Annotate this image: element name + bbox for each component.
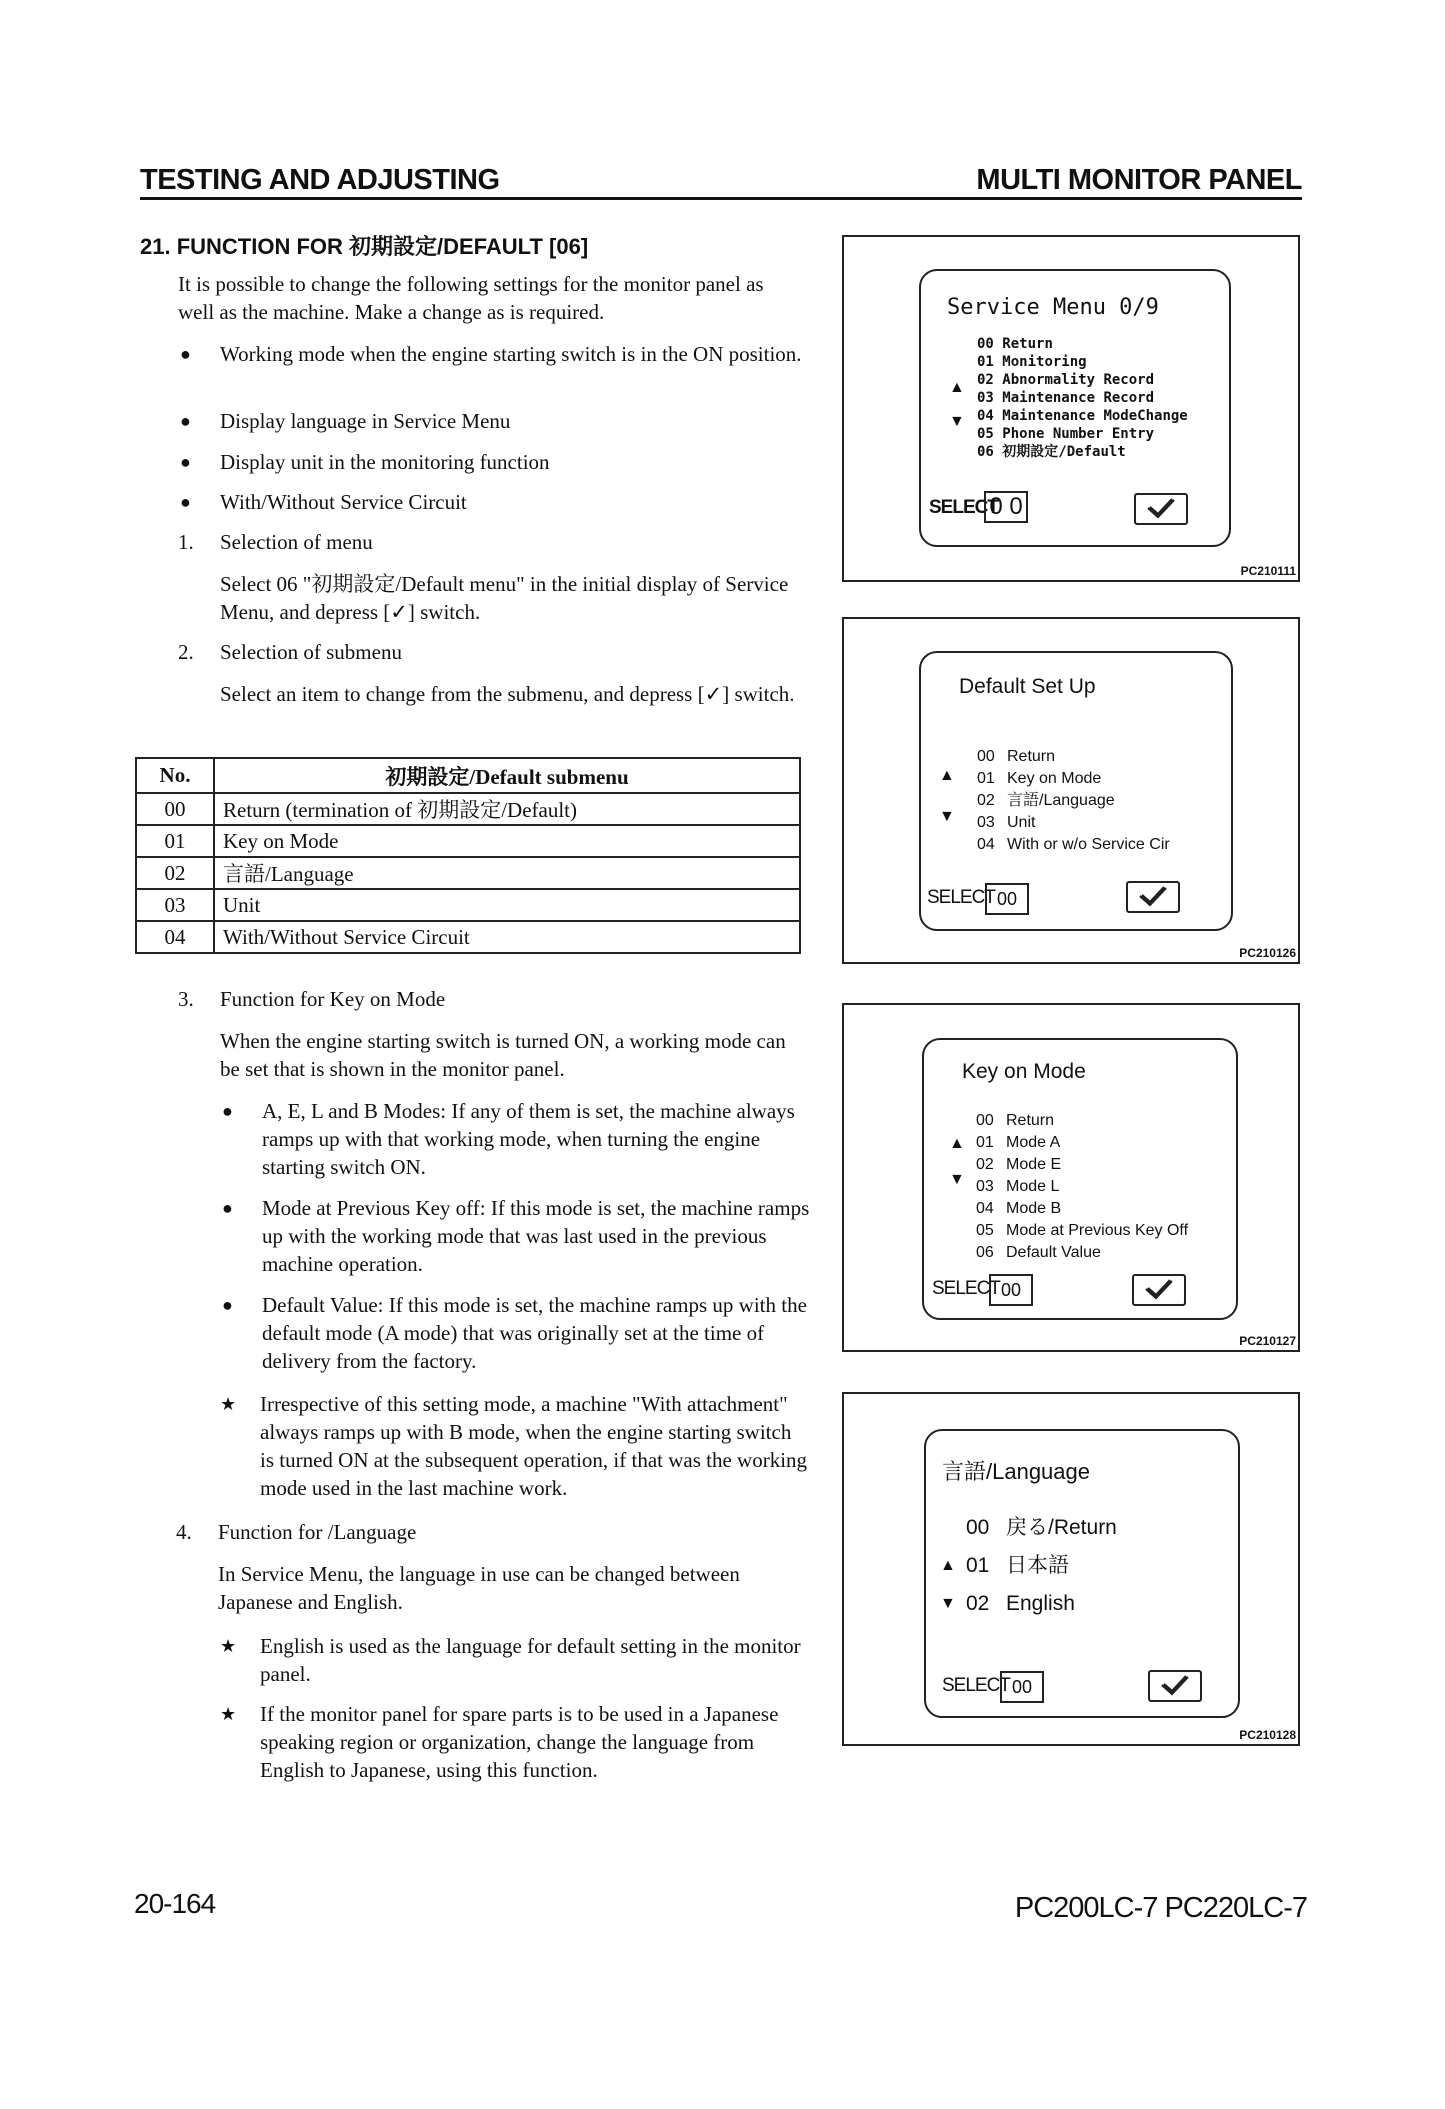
menu-item[interactable]: 00 Return — [977, 336, 1053, 352]
screen-title: Default Set Up — [959, 675, 1096, 698]
star-icon: ★ — [220, 1704, 237, 1724]
table-cell-no: 03 — [136, 889, 214, 921]
menu-item[interactable]: ▲ 01 日本語 — [940, 1547, 1117, 1585]
table-cell-no: 00 — [136, 793, 214, 825]
check-icon — [1134, 1276, 1184, 1304]
arrow-up-icon: ▲ — [949, 1135, 965, 1152]
menu-item[interactable]: 06 初期設定/Default — [977, 444, 1126, 460]
arrow-down-icon: ▼ — [939, 808, 955, 825]
bullet-icon: ● — [180, 411, 191, 431]
menu-item[interactable]: 02 Abnormality Record — [977, 372, 1155, 388]
figure-default-setup — [842, 617, 1300, 964]
step-title: Function for /Language — [218, 1520, 417, 1544]
bullet-text: Mode at Previous Key off: If this mode is set, the machine ramps up with the working mode that was last used in the previous machine operation. — [262, 1196, 810, 1276]
table-row — [136, 793, 800, 825]
figure-language — [842, 1392, 1300, 1746]
check-icon — [1150, 1672, 1200, 1700]
figure-code: PC210128 — [1239, 1728, 1296, 1742]
bullet-icon: ● — [180, 344, 191, 364]
bullet-icon: ● — [180, 452, 191, 472]
page-number: 20-164 — [134, 1888, 216, 1919]
menu-item[interactable]: 03 Maintenance Record — [977, 390, 1155, 406]
menu-item[interactable]: 05 Phone Number Entry — [977, 426, 1155, 442]
screen-title: 言語/Language — [942, 1459, 1090, 1484]
menu-item[interactable]: ▼ 02 English — [940, 1585, 1117, 1623]
arrow-up-icon: ▲ — [940, 1557, 956, 1574]
figure-service-menu — [842, 235, 1300, 582]
step-body: Select an item to change from the submenu, and depress [✓] switch. — [220, 682, 795, 706]
select-label: SELECT — [927, 887, 995, 908]
confirm-button[interactable] — [1132, 1274, 1186, 1306]
star-icon: ★ — [220, 1394, 237, 1414]
select-label: SELECT — [942, 1675, 1010, 1696]
screen-title: Service Menu 0/9 — [947, 295, 1159, 320]
screen-title: Key on Mode — [962, 1060, 1086, 1083]
table-cell-item: Unit — [214, 889, 800, 921]
menu-item[interactable]: 02 Mode E — [976, 1156, 1062, 1173]
bullet-text: Working mode when the engine starting switch is in the ON position. — [220, 342, 802, 366]
submenu-table — [135, 757, 801, 954]
section-title: 21. FUNCTION FOR 初期設定/DEFAULT [06] — [140, 234, 589, 259]
bullet-text: Display unit in the monitoring function — [220, 450, 550, 474]
step-body: Select 06 "初期設定/Default menu" in the initial display of Service Menu, and depress [✓] switch. — [220, 572, 789, 624]
table-row — [136, 825, 800, 857]
menu-item[interactable]: 06 Default Value — [976, 1244, 1101, 1261]
confirm-button[interactable] — [1134, 493, 1188, 525]
monitor-screen — [922, 1038, 1238, 1320]
table-cell-item: With/Without Service Circuit — [214, 921, 800, 953]
header-section-title: TESTING AND ADJUSTING — [140, 164, 500, 196]
check-icon — [1128, 883, 1178, 911]
confirm-button[interactable] — [1148, 1670, 1202, 1702]
note-text: English is used as the language for default setting in the monitor panel. — [260, 1634, 801, 1686]
arrow-down-icon: ▼ — [949, 413, 965, 430]
table-header-submenu: 初期設定/Default submenu — [214, 758, 800, 793]
table-cell-no: 02 — [136, 857, 214, 889]
table-row — [136, 889, 800, 921]
arrow-down-icon: ▼ — [949, 1171, 965, 1188]
bullet-text: Display language in Service Menu — [220, 409, 511, 433]
select-label: SELECT — [932, 1278, 1000, 1299]
figure-code: PC210127 — [1239, 1334, 1296, 1348]
table-cell-no: 04 — [136, 921, 214, 953]
select-value-field[interactable]: 0 0 — [984, 491, 1028, 523]
bullet-text: With/Without Service Circuit — [220, 490, 467, 514]
select-value-field[interactable]: 00 — [989, 1274, 1033, 1306]
step-body: When the engine starting switch is turned ON, a working mode can be set that is shown in the monitor panel. — [220, 1029, 786, 1081]
menu-item[interactable]: 05 Mode at Previous Key Off — [976, 1222, 1189, 1239]
step-title: Selection of submenu — [220, 640, 402, 664]
note-text: Irrespective of this setting mode, a machine "With attachment" always ramps up with B mode, when the engine starting switch is turned ON at the subsequent operation, if that was the working mode used in the last machine work. — [260, 1392, 808, 1500]
table-row — [136, 857, 800, 889]
menu-item[interactable]: 02 言語/Language — [977, 792, 1115, 809]
note-text: If the monitor panel for spare parts is to be used in a Japanese speaking region or organization, change the language from English to Japanese, using this function. — [260, 1702, 779, 1782]
confirm-button[interactable] — [1126, 881, 1180, 913]
table-cell-item: Return (termination of 初期設定/Default) — [214, 793, 800, 825]
step-body: In Service Menu, the language in use can be changed between Japanese and English. — [218, 1562, 740, 1614]
step-title: Function for Key on Mode — [220, 987, 446, 1011]
bullet-icon: ● — [222, 1198, 233, 1218]
step-number: 2. — [178, 640, 194, 664]
step-number: 4. — [176, 1520, 192, 1544]
select-label: SELECT — [929, 497, 998, 518]
figure-code: PC210126 — [1239, 946, 1296, 960]
select-value-field[interactable]: 00 — [985, 883, 1029, 915]
menu-item[interactable]: 00 Return — [977, 748, 1056, 765]
bullet-text: A, E, L and B Modes: If any of them is set, the machine always ramps up with that working mode, when turning the engine starting switch ON. — [262, 1099, 795, 1179]
table-header-row — [136, 758, 800, 793]
check-icon — [1136, 495, 1186, 523]
figure-key-on-mode — [842, 1003, 1300, 1352]
model-names: PC200LC-7 PC220LC-7 — [1014, 1892, 1307, 1924]
table-cell-no: 01 — [136, 825, 214, 857]
bullet-icon: ● — [180, 492, 191, 512]
monitor-screen — [919, 651, 1233, 931]
menu-list — [976, 1110, 1188, 1264]
menu-item[interactable]: 04 Mode B — [976, 1200, 1062, 1217]
menu-list — [977, 746, 1170, 856]
menu-item[interactable]: 00 Return — [976, 1112, 1055, 1129]
header-rule — [140, 197, 1302, 200]
table-row — [136, 921, 800, 953]
step-number: 1. — [178, 530, 194, 554]
step-title: Selection of menu — [220, 530, 373, 554]
table-cell-item: Key on Mode — [214, 825, 800, 857]
bullet-icon: ● — [222, 1101, 233, 1121]
star-icon: ★ — [220, 1636, 237, 1656]
menu-item[interactable]: 01 Mode A — [976, 1134, 1061, 1151]
monitor-screen — [924, 1429, 1240, 1718]
arrow-up-icon: ▲ — [949, 379, 965, 396]
menu-item[interactable]: 03 Mode L — [976, 1178, 1060, 1195]
menu-item[interactable]: 04 With or w/o Service Cir — [977, 836, 1170, 853]
menu-list — [940, 1509, 1117, 1623]
select-value-field[interactable]: 00 — [1000, 1671, 1044, 1703]
table-cell-item: 言語/Language — [214, 857, 800, 889]
arrow-up-icon: ▲ — [939, 767, 955, 784]
menu-item[interactable]: 04 Maintenance ModeChange — [977, 408, 1188, 424]
menu-list — [977, 335, 1188, 461]
arrow-down-icon: ▼ — [940, 1595, 956, 1612]
step-number: 3. — [178, 987, 194, 1011]
menu-item[interactable]: 03 Unit — [977, 814, 1036, 831]
bullet-icon: ● — [222, 1295, 233, 1315]
menu-item[interactable]: 01 Monitoring — [977, 354, 1087, 370]
bullet-text: Default Value: If this mode is set, the machine ramps up with the default mode (A mode) that was originally set at the time of delivery from the factory. — [262, 1293, 807, 1373]
intro-paragraph: It is possible to change the following settings for the monitor panel as well as the machine. Make a change as is required. — [178, 272, 764, 324]
figure-code: PC210111 — [1240, 564, 1296, 578]
menu-item[interactable]: 01 Key on Mode — [977, 770, 1102, 787]
header-chapter-title: MULTI MONITOR PANEL — [976, 164, 1302, 196]
menu-item[interactable]: 00 戻る/Return — [966, 1516, 1117, 1539]
monitor-screen — [919, 269, 1231, 547]
table-header-no: No. — [136, 758, 214, 793]
